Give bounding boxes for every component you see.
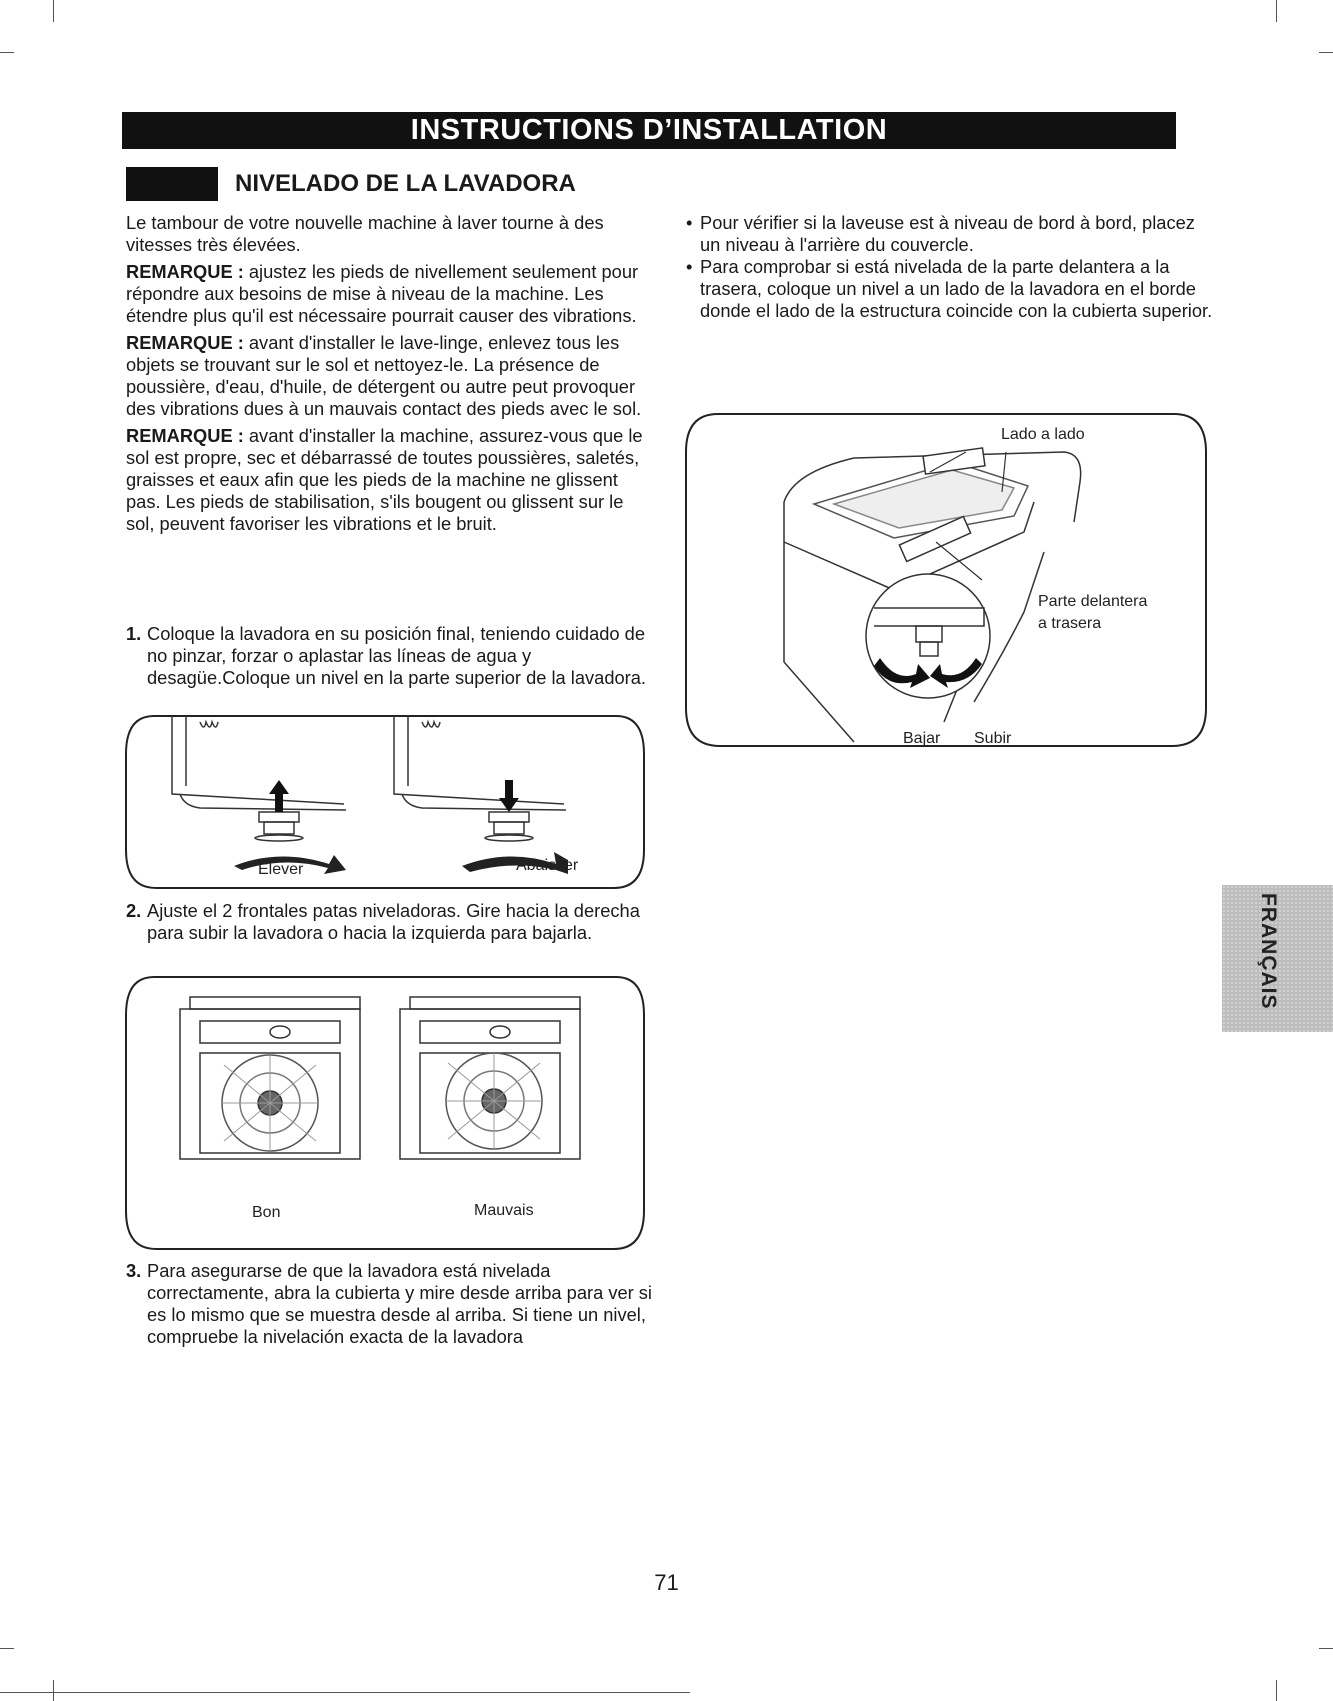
leveling-feet-figure	[124, 714, 646, 890]
crop-mark	[0, 52, 14, 53]
step-item	[126, 623, 656, 689]
crop-mark	[1319, 52, 1333, 53]
bullet-item: • Para comprobar si está nivelada de la parte delantera a la trasera, coloque un nivel a un lado de la lavadora en el borde donde el lado de la estructura coincide con la cubierta superior.	[686, 256, 1213, 321]
machine-base-left	[172, 716, 346, 841]
lower-label: Bajar	[903, 730, 941, 747]
page-number: 71	[654, 1570, 679, 1595]
bad-label: Mauvais	[474, 1202, 534, 1219]
note-label: REMARQUE :	[126, 261, 244, 282]
raise-label: Subir	[974, 730, 1012, 747]
crop-mark	[0, 1648, 14, 1649]
bullet-item: • Pour vérifier si la laveuse est à niveau de bord à bord, placez un niveau à l'arrière du couvercle.	[686, 212, 1195, 255]
step-item	[126, 1260, 656, 1348]
front-to-back-label-line2: a trasera	[1038, 615, 1102, 632]
good-label: Bon	[252, 1204, 281, 1221]
page-banner: INSTRUCTIONS D’INSTALLATION	[122, 112, 1176, 149]
note-paragraph	[126, 261, 656, 327]
step-number: 1.	[126, 623, 142, 644]
crop-mark	[1276, 1680, 1277, 1701]
foot-detail	[866, 574, 990, 698]
step-text: Para asegurarse de que la lavadora está nivelada correctamente, abra la cubierta y mire desde arriba para ver si es lo mismo que se muestra desde al arriba. Si tiene un nivel, compruebe la nivelación exacta de la lavadora	[147, 1260, 652, 1347]
note-paragraph	[126, 425, 656, 535]
bullet-text: Pour vérifier si la laveuse est à niveau de bord à bord, placez un niveau à l'arrière du couvercle.	[700, 212, 1195, 255]
washer-bad	[400, 997, 580, 1159]
step-number: 2.	[126, 900, 142, 921]
front-to-back-label: Parte delantera	[1038, 593, 1148, 610]
lower-label: Abaisser	[516, 857, 579, 874]
note-label: REMARQUE :	[126, 425, 244, 446]
step-text: Coloque la lavadora en su posición final, teniendo cuidado de no pinzar, forzar o aplastar las líneas de agua y desagüe.Coloque un nivel en la parte superior de la lavadora.	[147, 623, 647, 688]
crop-mark	[1276, 0, 1277, 22]
up-arrow-icon	[269, 780, 289, 812]
note-text: avant d'installer la machine, assurez-vous que le sol est propre, sec et débarrassé de toutes poussières, saletés, graisses et eaux afin que les pieds de la machine ne glissent pas. Les pieds de stabilisation, s'ils bougent ou glissent sur le sol, peuvent favoriser les vibrations et le bruit.	[126, 425, 643, 534]
machine-base-right	[394, 716, 566, 841]
left-column	[126, 212, 656, 540]
crop-mark	[1319, 1648, 1333, 1649]
crop-mark	[53, 1680, 54, 1701]
tub-view-figure	[124, 975, 646, 1251]
step-text: Ajuste el 2 frontales patas niveladoras. Gire hacia la derecha para subir la lavadora o hacia la izquierda para bajarla.	[147, 900, 640, 943]
level-placement-figure	[684, 412, 1208, 748]
language-tab	[1222, 885, 1333, 1032]
right-column	[686, 212, 1216, 322]
bullet-text: Para comprobar si está nivelada de la parte delantera a la trasera, coloque un nivel a un lado de la lavadora en el borde donde el lado de la estructura coincide con la cubierta superior.	[700, 256, 1213, 321]
crop-mark	[53, 0, 54, 22]
washer-good	[180, 997, 360, 1159]
bottom-rule	[0, 1692, 690, 1693]
language-tab-label: FRANÇAIS	[1257, 893, 1280, 1010]
side-to-side-label: Lado a lado	[1001, 426, 1085, 443]
note-text: avant d'installer le lave-linge, enlevez tous les objets se trouvant sur le sol et nettoyez-le. La présence de poussière, d'eau, d'huile, de détergent ou autre peut provoquer des vibrations dues à un mauvais contact des pieds avec le sol.	[126, 332, 642, 419]
note-paragraph	[126, 332, 656, 420]
intro-paragraph: Le tambour de votre nouvelle machine à laver tourne à des vitesses très élevées.	[126, 212, 604, 255]
note-label: REMARQUE :	[126, 332, 244, 353]
raise-label: Élever	[258, 861, 304, 878]
step-item	[126, 900, 656, 944]
down-arrow-icon	[499, 780, 519, 812]
section-marker	[126, 167, 218, 201]
section-title: NIVELADO DE LA LAVADORA	[235, 170, 576, 197]
note-text: ajustez les pieds de nivellement seulement pour répondre aux besoins de mise à niveau de la machine. Les étendre plus qu'il est nécessaire pourrait causer des vibrations.	[126, 261, 639, 326]
step-number: 3.	[126, 1260, 142, 1281]
